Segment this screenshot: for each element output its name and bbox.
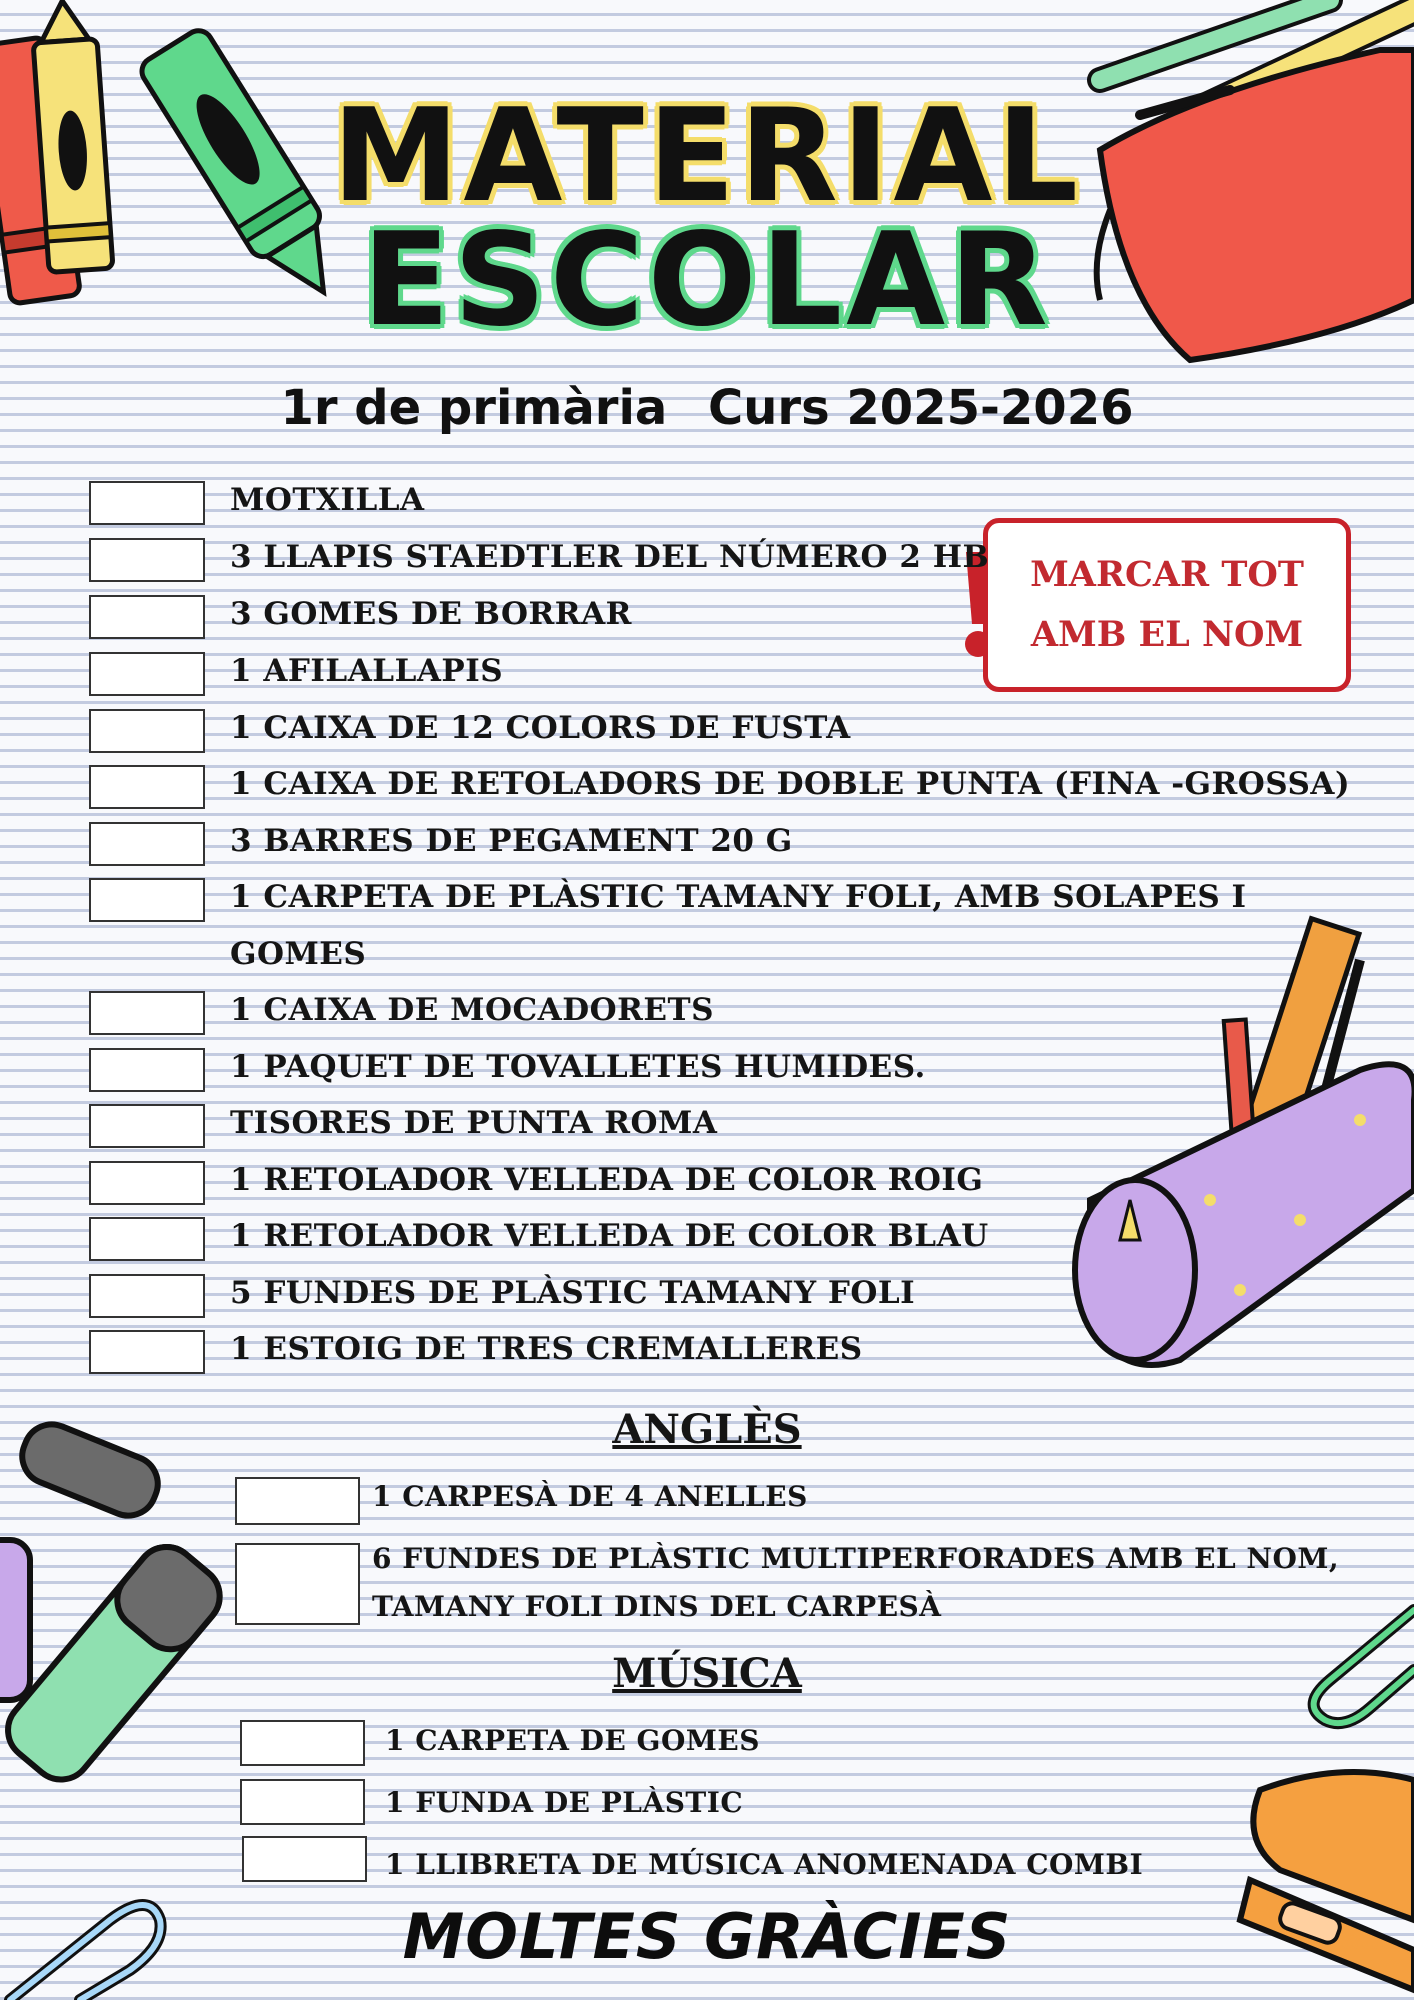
grade-label: 1r de primària xyxy=(280,380,668,436)
list-item: 1 ESTOIG DE TRES CREMALLERES xyxy=(230,1331,863,1367)
checkbox[interactable] xyxy=(89,1217,205,1261)
list-item: 1 PAQUET DE TOVALLETES HUMIDES. xyxy=(230,1049,926,1085)
list-item: 1 CAIXA DE RETOLADORS DE DOBLE PUNTA (FINA -GROSSA) xyxy=(230,766,1351,802)
checkbox[interactable] xyxy=(89,1161,205,1205)
list-item: 5 FUNDES DE PLÀSTIC TAMANY FOLI xyxy=(230,1275,916,1311)
list-item: 3 BARRES DE PEGAMENT 20 G xyxy=(230,823,793,859)
title-line-2: ESCOLAR xyxy=(362,206,1052,355)
notice-box xyxy=(983,518,1351,692)
title-line-1: MATERIAL xyxy=(331,82,1083,231)
list-item: 1 CAIXA DE 12 COLORS DE FUSTA xyxy=(230,710,851,746)
checkbox[interactable] xyxy=(89,1274,205,1318)
checkbox[interactable] xyxy=(89,709,205,753)
checkbox[interactable] xyxy=(89,652,205,696)
notice-line-1: MARCAR TOT xyxy=(1030,554,1304,595)
checkbox[interactable] xyxy=(242,1836,367,1882)
list-item: 1 CAIXA DE MOCADORETS xyxy=(230,992,714,1028)
pencil-case-purple-illustration xyxy=(1060,900,1414,1380)
list-item: 3 GOMES DE BORRAR xyxy=(230,596,632,632)
list-item: 1 AFILALLAPIS xyxy=(230,653,504,689)
checkbox[interactable] xyxy=(89,1330,205,1374)
list-item: MOTXILLA xyxy=(230,482,425,518)
section-heading-musica: MÚSICA xyxy=(612,1650,802,1697)
list-item: 6 FUNDES DE PLÀSTIC MULTIPERFORADES AMB EL NOM, xyxy=(372,1542,1340,1575)
checkbox[interactable] xyxy=(235,1477,360,1525)
list-item: 1 FUNDA DE PLÀSTIC xyxy=(385,1786,744,1819)
list-item: 1 CARPETA DE GOMES xyxy=(385,1724,760,1757)
list-item: 1 RETOLADOR VELLEDA DE COLOR BLAU xyxy=(230,1218,989,1254)
list-item: 3 LLAPIS STAEDTLER DEL NÚMERO 2 HB xyxy=(230,539,990,575)
markers-illustration xyxy=(0,1410,230,1830)
list-item: 1 RETOLADOR VELLEDA DE COLOR ROIG xyxy=(230,1162,984,1198)
checkbox[interactable] xyxy=(89,1048,205,1092)
list-item-continued: GOMES xyxy=(230,936,367,972)
checkbox[interactable] xyxy=(89,822,205,866)
thanks-footer: MOLTES GRÀCIES xyxy=(402,1900,1012,1973)
list-item: 1 CARPETA DE PLÀSTIC TAMANY FOLI, AMB SOLAPES I xyxy=(230,879,1247,915)
checkbox[interactable] xyxy=(235,1543,360,1625)
notice-line-2: AMB EL NOM xyxy=(1030,614,1304,655)
list-item: TISORES DE PUNTA ROMA xyxy=(230,1105,718,1141)
list-item: 1 LLIBRETA DE MÚSICA ANOMENADA COMBI xyxy=(385,1848,1144,1881)
checkbox[interactable] xyxy=(89,481,205,525)
checkbox[interactable] xyxy=(240,1720,365,1766)
checkbox[interactable] xyxy=(89,538,205,582)
list-item-continued: TAMANY FOLI DINS DEL CARPESÀ xyxy=(372,1590,942,1623)
checkbox[interactable] xyxy=(240,1779,365,1825)
checkbox[interactable] xyxy=(89,765,205,809)
subtitle xyxy=(0,380,1414,436)
section-heading-angles: ANGLÈS xyxy=(612,1406,802,1453)
course-label: Curs 2025-2026 xyxy=(708,380,1134,436)
list-item: 1 CARPESÀ DE 4 ANELLES xyxy=(372,1480,808,1513)
checkbox[interactable] xyxy=(89,595,205,639)
checkbox[interactable] xyxy=(89,991,205,1035)
checkbox[interactable] xyxy=(89,878,205,922)
checkbox[interactable] xyxy=(89,1104,205,1148)
